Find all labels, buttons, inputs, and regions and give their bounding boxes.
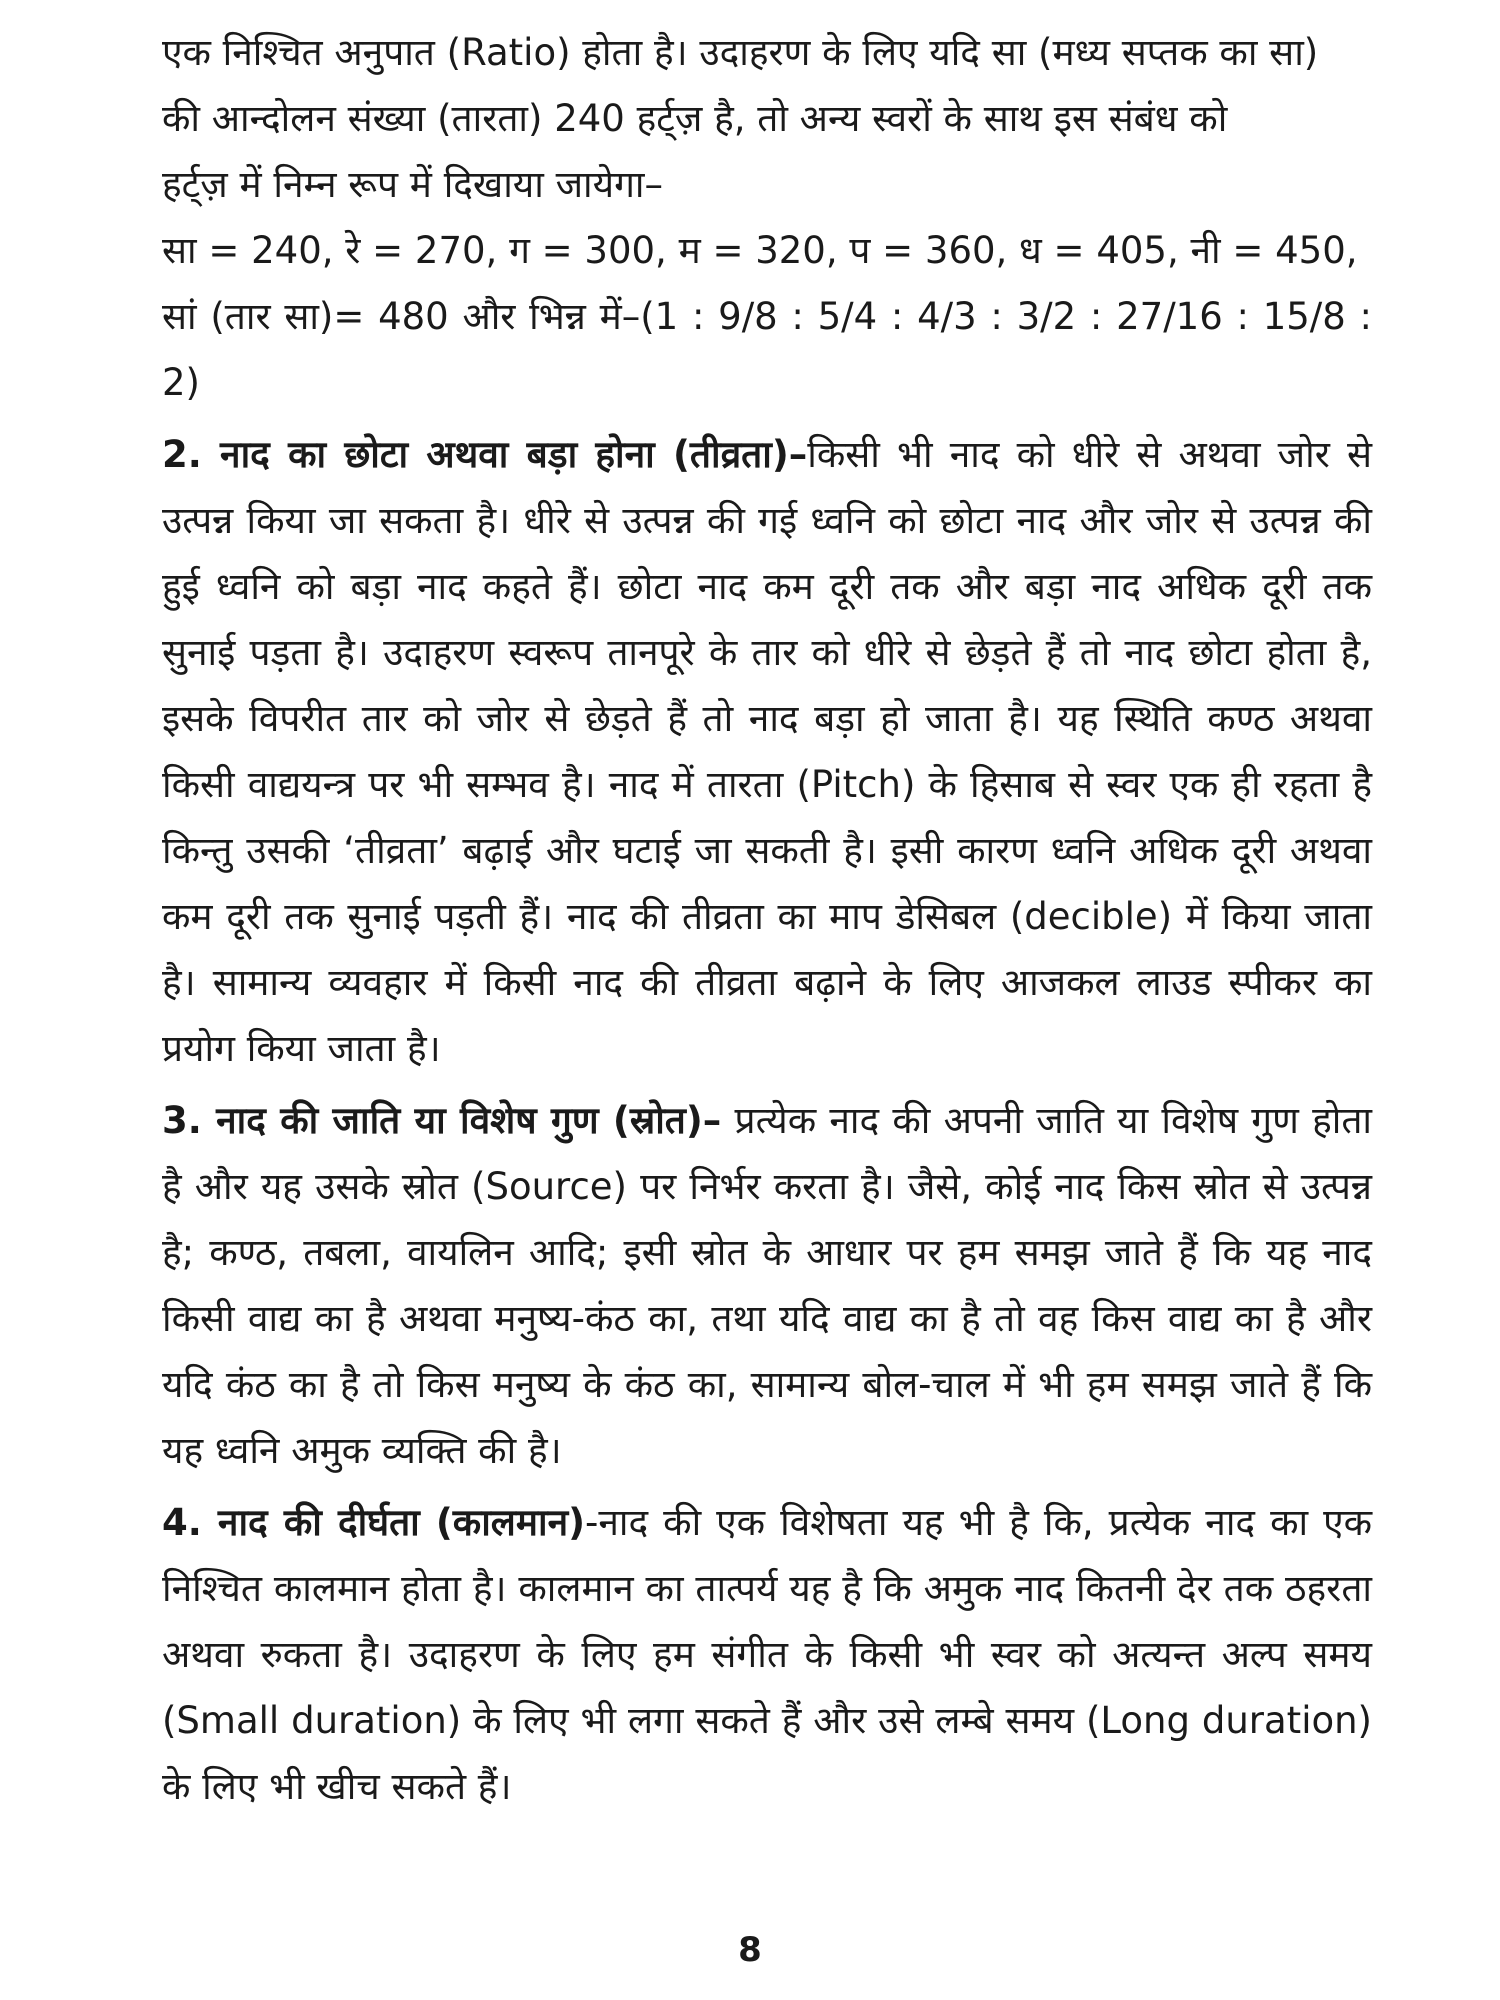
section-4-heading: 4. नाद की दीर्घता (कालमान)	[162, 1501, 586, 1544]
swar-frequency-line: सा = 240, रे = 270, ग = 300, म = 320, प = 360, ध = 405, नी = 450,	[162, 229, 1358, 272]
intro-line-1: एक निश्चित अनुपात (Ratio) होता है। उदाहरण के लिए यदि सा (मध्य सप्तक का सा)	[162, 31, 1319, 74]
intro-line-2: की आन्दोलन संख्या (तारता) 240 हर्ट्ज़ है, तो अन्य स्वरों के साथ इस संबंध को	[162, 97, 1228, 140]
page-number: 8	[738, 1930, 762, 1970]
section-2-text: किसी भी नाद को धीरे से अथवा जोर से उत्पन्न किया जा सकता है। धीरे से उत्पन्न की गई ध्वनि को छोटा नाद और जोर से उत्पन्न की हुई ध्वनि को बड़ा नाद कहते हैं। छोटा नाद कम दूरी तक और बड़ा नाद अधिक दूरी तक सुनाई पड़ता है। उदाहरण स्वरूप तानपूरे के तार को धीरे से छेड़ते हैं तो नाद छोटा होता है, इसके विपरीत तार को जोर से छेड़ते हैं तो नाद बड़ा हो जाता है। यह स्थिति कण्ठ अथवा किसी वाद्ययन्त्र पर भी सम्भव है। नाद में तारता (Pitch) के हिसाब से स्वर एक ही रहता है किन्तु उसकी ‘तीव्रता’ बढ़ाई और घटाई जा सकती है। इसी कारण ध्वनि अधिक दूरी अथवा कम दूरी तक सुनाई पड़ती हैं। नाद की तीव्रता का माप डेसिबल (decible) में किया जाता है। सामान्य व्यवहार में किसी नाद की तीव्रता बढ़ाने के लिए आजकल लाउड स्पीकर का प्रयोग किया जाता है।	[162, 433, 1372, 1070]
intro-line-3: हर्ट्ज़ में निम्न रूप में दिखाया जायेगा–	[162, 163, 663, 206]
intro-paragraph	[162, 20, 1372, 416]
section-3-heading: 3. नाद की जाति या विशेष गुण (स्रोत)–	[162, 1099, 722, 1142]
swar-ratio-line: सां (तार सा)= 480 और भिन्न में–(1 : 9/8 : 5/4 : 4/3 : 3/2 : 27/16 : 15/8 : 2)	[162, 295, 1372, 404]
section-2-heading: 2. नाद का छोटा अथवा बड़ा होना (तीव्रता)–	[162, 433, 808, 476]
section-4-paragraph	[162, 1490, 1372, 1820]
section-3-paragraph	[162, 1088, 1372, 1484]
section-2-paragraph	[162, 422, 1372, 1082]
section-4-text: -नाद की एक विशेषता यह भी है कि, प्रत्येक नाद का एक निश्चित कालमान होता है। कालमान का तात्पर्य यह है कि अमुक नाद कितनी देर तक ठहरता अथवा रुकता है। उदाहरण के लिए हम संगीत के किसी भी स्वर को अत्यन्त अल्प समय (Small duration) के लिए भी लगा सकते हैं और उसे लम्बे समय (Long duration) के लिए भी खीच सकते हैं।	[162, 1501, 1372, 1808]
document-page	[162, 20, 1372, 1980]
section-3-text: प्रत्येक नाद की अपनी जाति या विशेष गुण होता है और यह उसके स्रोत (Source) पर निर्भर करता है। जैसे, कोई नाद किस स्रोत से उत्पन्न है; कण्ठ, तबला, वायलिन आदि; इसी स्रोत के आधार पर हम समझ जाते हैं कि यह नाद किसी वाद्य का है अथवा मनुष्य-कंठ का, तथा यदि वाद्य का है तो वह किस वाद्य का है और यदि कंठ का है तो किस मनुष्य के कंठ का, सामान्य बोल-चाल में भी हम समझ जाते हैं कि यह ध्वनि अमुक व्यक्ति की है।	[162, 1099, 1372, 1472]
